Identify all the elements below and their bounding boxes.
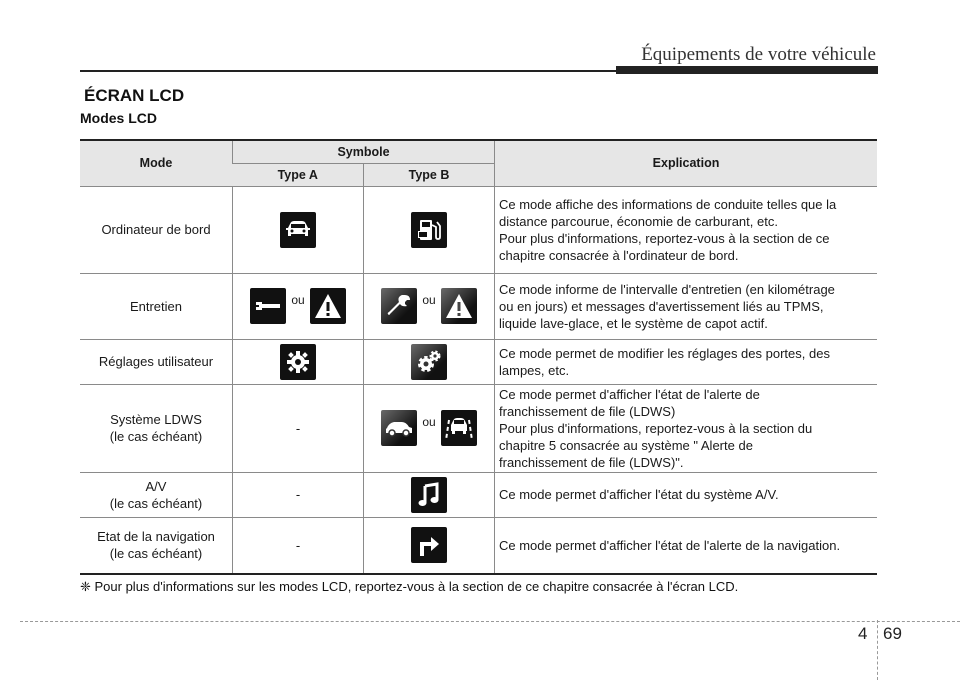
table-row bbox=[80, 273, 877, 339]
explanation-cell: Ce mode permet d'afficher l'état de l'alerte de la navigation. bbox=[495, 517, 878, 574]
turn-arrow-icon bbox=[411, 527, 447, 563]
warning-triangle-icon bbox=[310, 288, 346, 324]
table-row bbox=[80, 339, 877, 384]
page-number: 69 bbox=[883, 624, 902, 643]
explanation-cell: Ce mode affiche des informations de conduite telles que la distance parcourue, économie de carburant, etc. Pour plus d'informations, reportez-vous à la section de ce chapitre consacrée à l'ordinateur de bord. bbox=[495, 186, 878, 273]
type-a-cell bbox=[233, 273, 364, 339]
ou-separator: ou bbox=[422, 415, 436, 429]
mode-cell: Réglages utilisateur bbox=[80, 339, 233, 384]
mode-cell: Entretien bbox=[80, 273, 233, 339]
no-symbol-dash: - bbox=[295, 537, 301, 553]
header-rule bbox=[80, 70, 616, 72]
chapter-number: 4 bbox=[858, 624, 868, 643]
type-b-cell bbox=[364, 339, 495, 384]
explanation-cell: Ce mode informe de l'intervalle d'entretien (en kilométrage ou en jours) et messages d'avertissement liés au TPMS, liquide lave-glace, et le système de capot actif. bbox=[495, 273, 878, 339]
lane-departure-icon bbox=[441, 410, 477, 446]
no-symbol-dash: - bbox=[295, 420, 301, 436]
sub-title: Modes LCD bbox=[80, 110, 157, 126]
header-explanation: Explication bbox=[495, 140, 878, 186]
mode-cell: A/V (le cas échéant) bbox=[80, 472, 233, 517]
type-a-cell bbox=[233, 339, 364, 384]
footnote: ❈ Pour plus d'informations sur les modes LCD, reportez-vous à la section de ce chapitre consacrée à l'écran LCD. bbox=[80, 579, 739, 594]
explanation-cell: Ce mode permet d'afficher l'état de l'alerte de franchissement de file (LDWS) Pour plus d'informations, reportez-vous à la section du chapitre 5 consacrée au système " Alerte de franchissement de file (LDWS)". bbox=[495, 384, 878, 472]
no-symbol-dash: - bbox=[295, 487, 301, 502]
type-a-cell bbox=[233, 384, 364, 472]
explanation-cell: Ce mode permet d'afficher l'état du système A/V. bbox=[495, 472, 878, 517]
type-b-cell bbox=[364, 517, 495, 574]
header-mode: Mode bbox=[80, 140, 233, 186]
header-symbol: Symbole bbox=[233, 140, 495, 163]
type-a-cell bbox=[233, 472, 364, 517]
header-rule-thick bbox=[616, 66, 878, 74]
wrench-icon bbox=[381, 288, 417, 324]
type-b-cell bbox=[364, 186, 495, 273]
type-b-cell bbox=[364, 384, 495, 472]
section-title: ÉCRAN LCD bbox=[84, 86, 185, 105]
ou-separator: ou bbox=[422, 293, 436, 307]
gears-icon bbox=[411, 344, 447, 380]
car-side-icon bbox=[381, 410, 417, 446]
mode-cell: Système LDWS (le cas échéant) bbox=[80, 384, 233, 472]
footer-divider bbox=[877, 620, 878, 680]
music-note-icon bbox=[411, 477, 447, 513]
type-a-cell bbox=[233, 186, 364, 273]
type-a-cell bbox=[233, 517, 364, 574]
table-row bbox=[80, 384, 877, 472]
table-row bbox=[80, 186, 877, 273]
footer-rule bbox=[20, 621, 960, 622]
ou-separator: ou bbox=[291, 293, 305, 307]
warning-triangle-icon bbox=[441, 288, 477, 324]
type-b-cell bbox=[364, 472, 495, 517]
gear-icon bbox=[280, 344, 316, 380]
table-row bbox=[80, 517, 877, 574]
header-type-b: Type B bbox=[364, 163, 495, 186]
explanation-cell: Ce mode permet de modifier les réglages des portes, des lampes, etc. bbox=[495, 339, 878, 384]
mode-cell: Etat de la navigation (le cas échéant) bbox=[80, 517, 233, 574]
mode-cell: Ordinateur de bord bbox=[80, 186, 233, 273]
wrench-icon bbox=[250, 288, 286, 324]
lcd-modes-table bbox=[80, 139, 877, 575]
table-row bbox=[80, 472, 877, 517]
fuel-pump-icon bbox=[411, 212, 447, 248]
running-header: Équipements de votre véhicule bbox=[641, 44, 876, 65]
car-icon bbox=[280, 212, 316, 248]
type-b-cell bbox=[364, 273, 495, 339]
header-type-a: Type A bbox=[233, 163, 364, 186]
